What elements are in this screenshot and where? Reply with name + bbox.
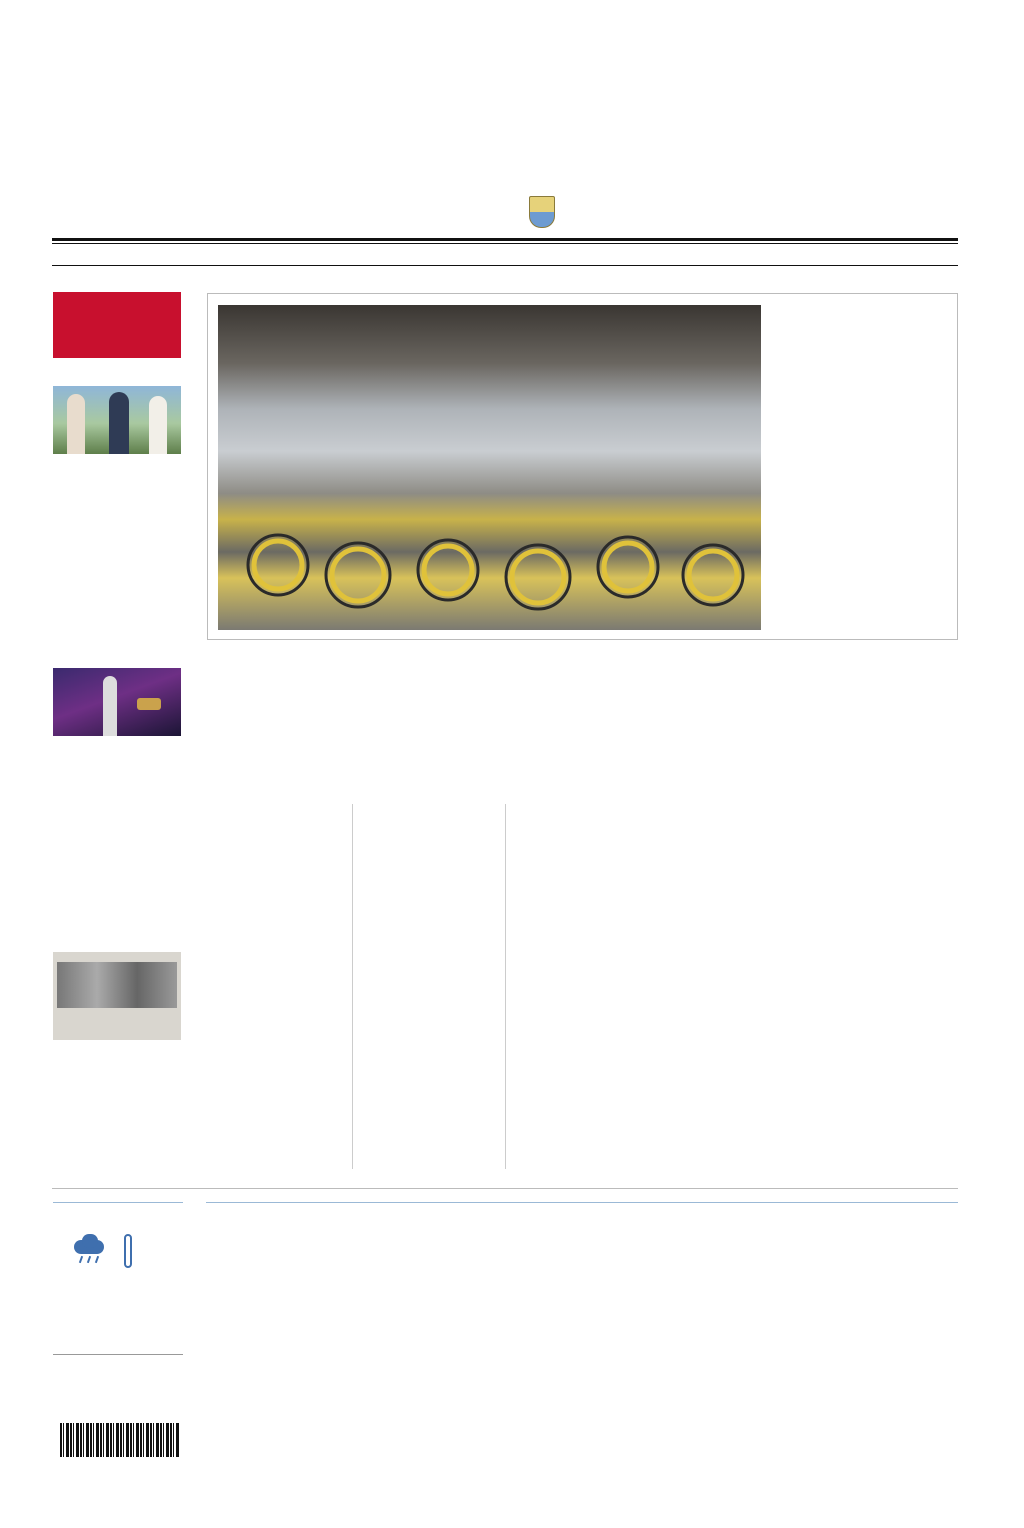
prisma-promo[interactable] <box>53 292 181 358</box>
concert-photo <box>53 668 181 736</box>
lead-quote-box <box>372 930 484 936</box>
col-divider <box>352 804 353 1169</box>
bicycles-illustration <box>218 305 761 630</box>
dateline-rule <box>52 265 958 266</box>
bottom-section-rule <box>52 1188 958 1189</box>
service-rule <box>53 1354 183 1355</box>
coat-of-arms-icon <box>529 196 555 228</box>
col-divider <box>505 804 506 1169</box>
seitenblick-label <box>206 1202 958 1203</box>
promo-sub <box>53 296 181 298</box>
newspaper-clip-image <box>53 952 181 1040</box>
weather-label <box>53 1202 183 1203</box>
thermometer-icon <box>124 1234 132 1268</box>
clip-headline-1 <box>53 952 181 956</box>
masthead-rule <box>52 238 958 241</box>
masthead-rule-thin <box>52 243 958 244</box>
cloud-rain-icon <box>70 1234 110 1264</box>
barcode-image <box>60 1423 180 1457</box>
bicycles-photo[interactable] <box>218 305 761 630</box>
hotel-photo <box>53 386 181 454</box>
